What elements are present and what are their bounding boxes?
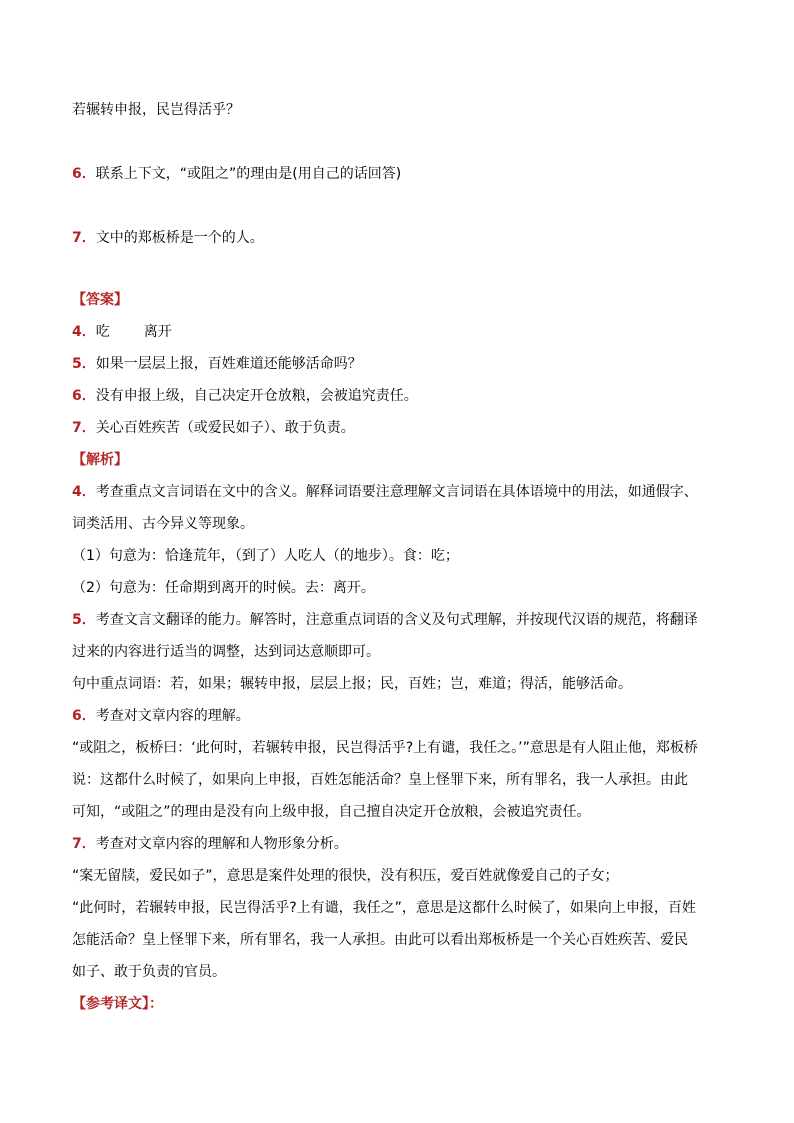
analysis-text: 考查重点文言词语在文中的含义。解释词语要注意理解文言词语在具体语境中的用法，如通假字、 bbox=[95, 484, 698, 500]
answer-number: 6． bbox=[72, 388, 96, 404]
analysis-6-line-3: 说：这都什么时候了，如果向上申报，百姓怎能活命？皇上怪罪下来，所有罪名，我一人承担。由此 bbox=[72, 772, 688, 788]
analysis-4-line-2: 词类活用、古今异义等现象。 bbox=[72, 516, 254, 532]
answer-5 bbox=[72, 354, 362, 374]
answer-text: 没有申报上级，自己决定开仓放粮，会被追究责任。 bbox=[95, 388, 418, 404]
analysis-4-sub-1: （1）句意为：恰逢荒年，（到了）人吃人（的地步）。食：吃； bbox=[72, 548, 459, 564]
analysis-6-line-4: 可知，“或阻之”的理由是没有向上级申报，自己擅自决定开仓放粮，会被追究责任。 bbox=[72, 804, 591, 820]
analysis-text: 考查文言文翻译的能力。解答时，注意重点词语的含义及句式理解，并按现代汉语的规范，将翻译 bbox=[95, 612, 698, 628]
answer-number: 7． bbox=[72, 420, 96, 436]
question-number: 7． bbox=[72, 230, 96, 246]
question-text: 文中的郑板桥是一个的人。 bbox=[95, 230, 264, 246]
translation-heading: 【参考译文】： bbox=[72, 996, 163, 1012]
answer-text: 如果一层层上报，百姓难道还能够活命吗？ bbox=[95, 356, 362, 372]
analysis-number: 4． bbox=[72, 484, 96, 500]
analysis-4-line-1 bbox=[72, 482, 698, 502]
answer-4 bbox=[72, 322, 172, 342]
analysis-number: 6． bbox=[72, 708, 96, 724]
answer-heading: 【答案】 bbox=[72, 292, 128, 308]
answer-text: 关心百姓疾苦（或爱民如子）、敢于负责。 bbox=[95, 420, 355, 436]
question-text: 联系上下文，“或阻之”的理由是(用自己的话回答) bbox=[95, 166, 402, 182]
analysis-5-line-3: 句中重点词语：若，如果；辗转申报，层层上报；民，百姓；岂，难道；得活，能够活命。 bbox=[72, 676, 632, 692]
analysis-4-sub-2: （2）句意为：任命期到离开的时候。去：离开。 bbox=[72, 580, 375, 596]
question-6 bbox=[72, 164, 401, 184]
analysis-number: 7． bbox=[72, 836, 96, 852]
answer-text: 吃 bbox=[95, 324, 110, 340]
answer-7 bbox=[72, 418, 355, 438]
answer-number: 4． bbox=[72, 324, 96, 340]
answer-6 bbox=[72, 386, 418, 406]
analysis-5-line-1 bbox=[72, 610, 698, 630]
analysis-7-line-2: “案无留牍，爱民如子”，意思是案件处理的很快，没有积压，爱百姓就像爱自己的子女； bbox=[72, 868, 619, 884]
analysis-7-line-4: 怎能活命？皇上怪罪下来，所有罪名，我一人承担。由此可以看出郑板桥是一个关心百姓疾苦、爱民 bbox=[72, 932, 688, 948]
question-previous-line: 若辗转申报，民岂得活乎？ bbox=[72, 102, 240, 118]
analysis-7-line-5: 如子、敢于负责的官员。 bbox=[72, 964, 226, 980]
analysis-number: 5． bbox=[72, 612, 96, 628]
analysis-7-line-1 bbox=[72, 834, 348, 854]
analysis-heading: 【解析】 bbox=[72, 452, 128, 468]
analysis-6-line-2: “或阻之，板桥曰：‘此何时，若辗转申报，民岂得活乎?上有谴，我任之。’”意思是有人阻止他，郑板桥 bbox=[72, 740, 698, 756]
analysis-6-line-1 bbox=[72, 706, 250, 726]
analysis-5-line-2: 过来的内容进行适当的调整，达到词达意顺即可。 bbox=[72, 644, 380, 660]
analysis-7-line-3: “此何时，若辗转申报，民岂得活乎?上有谴，我任之”，意思是这都什么时候了，如果向上申报，百姓 bbox=[72, 900, 696, 916]
question-7 bbox=[72, 228, 264, 248]
answer-number: 5． bbox=[72, 356, 96, 372]
analysis-text: 考查对文章内容的理解和人物形象分析。 bbox=[95, 836, 348, 852]
analysis-text: 考查对文章内容的理解。 bbox=[95, 708, 250, 724]
answer-text: 离开 bbox=[143, 324, 172, 340]
question-number: 6． bbox=[72, 166, 96, 182]
